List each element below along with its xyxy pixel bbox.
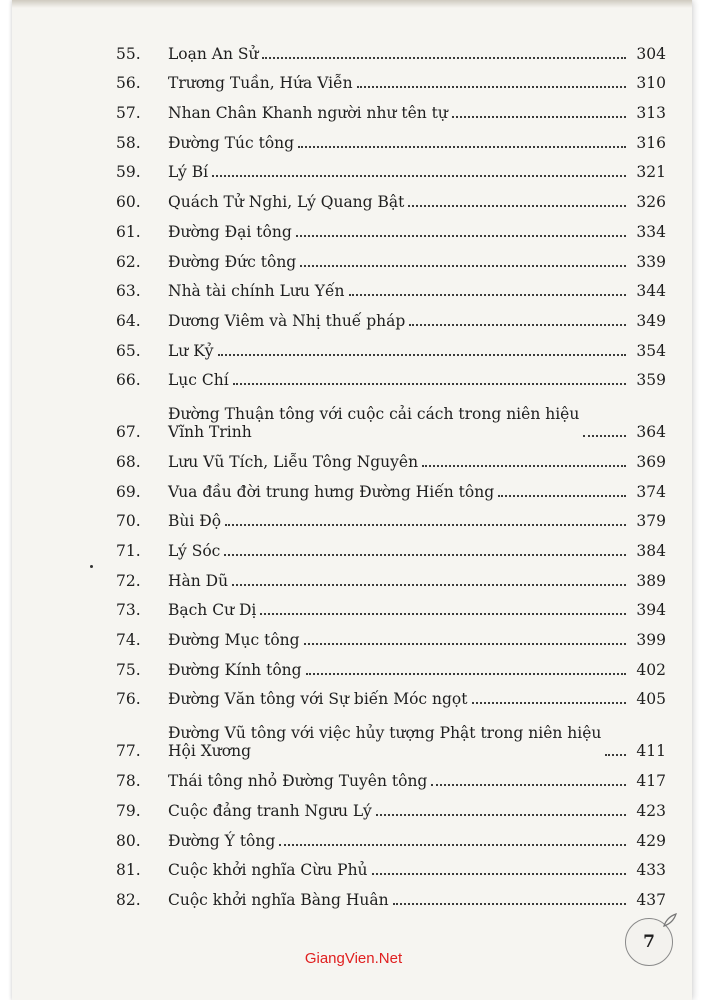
toc-entry-page: 374	[636, 482, 666, 501]
toc-entry-number: 74.	[116, 631, 141, 650]
dot-leader	[422, 465, 626, 467]
toc-entry	[116, 122, 666, 152]
toc-entry-title: Lục Chí	[168, 371, 229, 390]
dot-leader	[225, 524, 626, 526]
dot-leader	[408, 205, 626, 207]
dot-leader	[376, 814, 626, 816]
toc-entry-number: 72.	[116, 571, 141, 590]
toc-entry-number: 59.	[116, 163, 141, 182]
toc-entry-page: 354	[636, 341, 666, 360]
toc-entry-page: 394	[636, 601, 666, 620]
toc-entry-page: 423	[636, 801, 666, 820]
toc-entry-page: 433	[636, 861, 666, 880]
toc-entry-title: Lưu Vũ Tích, Liễu Tông Nguyên	[168, 452, 419, 471]
toc-entry-title: Hội Xương	[168, 742, 251, 761]
toc-entry-title: Hàn Dũ	[168, 571, 229, 590]
toc-entry-title: Cuộc khởi nghĩa Bàng Huân	[168, 890, 389, 909]
toc-entry	[116, 181, 666, 211]
page-number: 7	[643, 932, 655, 952]
toc-entry-page: 369	[636, 452, 666, 471]
toc-entry-page: 359	[636, 371, 666, 390]
dot-leader	[452, 116, 626, 118]
toc-entry-number: 76.	[116, 690, 141, 709]
toc-entry	[116, 92, 666, 122]
toc-entry	[116, 389, 666, 441]
watermark: GiangVien.Net	[304, 950, 403, 967]
toc-entry-title: Vua đầu đời trung hưng Đường Hiến tông	[168, 482, 495, 501]
toc-entry-page: 316	[636, 133, 666, 152]
toc-entry	[116, 879, 666, 909]
toc-entry-page: 364	[636, 423, 666, 442]
toc-entry	[116, 560, 666, 590]
toc-entry-page: 429	[636, 831, 666, 850]
toc-entry	[116, 679, 666, 709]
toc-entry-number: 82.	[116, 890, 141, 909]
toc-entry-number: 57.	[116, 104, 141, 123]
toc-entry-page: 349	[636, 311, 666, 330]
toc-entry-page: 379	[636, 512, 666, 531]
toc-entry-title: Đường Văn tông với Sự biến Móc ngọt	[168, 690, 468, 709]
dot-leader	[472, 702, 627, 704]
dot-leader	[233, 383, 626, 385]
dot-leader	[393, 903, 626, 905]
toc-entry-page: 313	[636, 104, 666, 123]
toc-entry	[116, 241, 666, 271]
toc-entry-page: 326	[636, 193, 666, 212]
toc-entry-number: 68.	[116, 452, 141, 471]
dot-leader	[498, 495, 626, 497]
dot-leader	[605, 754, 626, 756]
toc-entry-page: 402	[636, 660, 666, 679]
toc-entry-title: Bạch Cư Dị	[168, 601, 257, 620]
toc-entry-title: Đường Túc tông	[168, 133, 295, 152]
toc-entry	[116, 501, 666, 531]
toc-entry-title: Đường Vũ tông với việc hủy tượng Phật trong niên hiệu	[168, 724, 602, 743]
toc-entry	[116, 63, 666, 93]
toc-entry-title: Đường Đại tông	[168, 222, 292, 241]
toc-entry-title: Cuộc đảng tranh Ngưu Lý	[168, 801, 372, 820]
toc-entry-number: 80.	[116, 831, 141, 850]
toc-entry	[116, 790, 666, 820]
toc-entry	[116, 850, 666, 880]
toc-entry	[116, 271, 666, 301]
toc-entry-number: 75.	[116, 660, 141, 679]
toc-entry	[116, 300, 666, 330]
toc-entry	[116, 530, 666, 560]
toc-entry-number: 65.	[116, 341, 141, 360]
toc-entry-title: Loạn An Sử	[168, 44, 259, 63]
toc-entry-page: 405	[636, 690, 666, 709]
toc-entry-title: Đường Mục tông	[168, 631, 300, 650]
dot-leader	[224, 554, 626, 556]
toc-entry-title: Đường Đức tông	[168, 252, 297, 271]
toc-entry-page: 437	[636, 890, 666, 909]
toc-entry-page: 344	[636, 282, 666, 301]
toc-entry-page: 411	[636, 742, 666, 761]
toc-entry-number: 70.	[116, 512, 141, 531]
toc-entry-number: 67.	[116, 423, 141, 442]
dot-leader	[218, 354, 626, 356]
dot-leader	[409, 324, 626, 326]
dot-leader	[262, 57, 626, 59]
dot-leader	[306, 673, 626, 675]
toc-entry-title: Đường Ý tông	[168, 831, 276, 850]
toc-entry-title: Dương Viêm và Nhị thuế pháp	[168, 311, 406, 330]
toc-entry	[116, 152, 666, 182]
toc-entry-number: 71.	[116, 542, 141, 560]
page-top-edge	[12, 0, 692, 8]
leaf-icon	[662, 912, 678, 928]
dot-leader	[232, 584, 626, 586]
toc-entry	[116, 33, 666, 63]
toc-entry-title: Nhan Chân Khanh người như tên tự	[168, 104, 448, 123]
toc-entry-number: 69.	[116, 482, 141, 501]
dot-leader	[583, 435, 626, 437]
dot-leader	[212, 175, 626, 177]
marginal-dot	[90, 565, 93, 568]
dot-leader	[431, 784, 626, 786]
toc-entry-number: 58.	[116, 133, 141, 152]
toc-entry-title: Đường Kính tông	[168, 660, 302, 679]
toc-entry-number: 56.	[116, 74, 141, 93]
toc-entry	[116, 590, 666, 620]
toc-entry-page: 310	[636, 74, 666, 93]
toc-entry-number: 66.	[116, 371, 141, 390]
toc-entry-title: Lư Kỷ	[168, 341, 214, 360]
toc-entry-title: Thái tông nhỏ Đường Tuyên tông	[168, 772, 428, 791]
toc-entry	[116, 360, 666, 390]
toc-entry-title: Lý Bí	[168, 163, 209, 182]
toc-entry-title: Nhà tài chính Lưu Yến	[168, 282, 345, 301]
toc-entry-page: 304	[636, 44, 666, 63]
dot-leader	[298, 146, 626, 148]
toc-entry-title: Vĩnh Trinh	[168, 423, 252, 442]
book-page	[12, 0, 692, 1000]
dot-leader	[304, 643, 626, 645]
toc-entry-title: Đường Thuận tông với cuộc cải cách trong niên hiệu	[168, 405, 580, 424]
toc-entry-number: 73.	[116, 601, 141, 620]
toc-entry-title: Quách Tử Nghi, Lý Quang Bật	[168, 193, 405, 212]
toc-entry	[116, 211, 666, 241]
toc-entry-number: 81.	[116, 861, 141, 880]
dot-leader	[372, 873, 626, 875]
toc-entry-page: 334	[636, 222, 666, 241]
toc-entry	[116, 619, 666, 649]
toc-entry-number: 55.	[116, 44, 141, 63]
toc-entry-page: 417	[636, 772, 666, 791]
toc-entry-page: 389	[636, 571, 666, 590]
toc-entry-number: 79.	[116, 801, 141, 820]
toc-entry-page: 384	[636, 542, 666, 560]
dot-leader	[260, 613, 626, 615]
dot-leader	[296, 235, 626, 237]
toc-entry-title: Trương Tuần, Hứa Viễn	[168, 74, 353, 93]
toc-entry-number: 64.	[116, 311, 141, 330]
toc-entry-number: 62.	[116, 252, 141, 271]
toc-entry	[116, 708, 666, 760]
toc-entry-page: 321	[636, 163, 666, 182]
toc-entry-title: Bùi Độ	[168, 512, 222, 531]
toc-entry	[116, 471, 666, 501]
dot-leader	[357, 86, 626, 88]
dot-leader	[279, 844, 626, 846]
dot-leader	[349, 294, 626, 296]
toc-entry	[116, 760, 666, 790]
dot-leader	[300, 265, 626, 267]
toc-entry	[116, 330, 666, 360]
toc-entry-title: Lý Sóc	[168, 542, 221, 560]
toc-entry	[116, 441, 666, 471]
table-of-contents	[116, 33, 666, 909]
toc-entry	[116, 649, 666, 679]
toc-entry-title: Cuộc khởi nghĩa Cừu Phủ	[168, 861, 368, 880]
toc-entry-number: 78.	[116, 772, 141, 791]
toc-entry-number: 63.	[116, 282, 141, 301]
toc-entry	[116, 820, 666, 850]
toc-entry-page: 339	[636, 252, 666, 271]
toc-entry-page: 399	[636, 631, 666, 650]
toc-entry-number: 61.	[116, 222, 141, 241]
toc-entry-number: 60.	[116, 193, 141, 212]
toc-entry-number: 77.	[116, 742, 141, 761]
